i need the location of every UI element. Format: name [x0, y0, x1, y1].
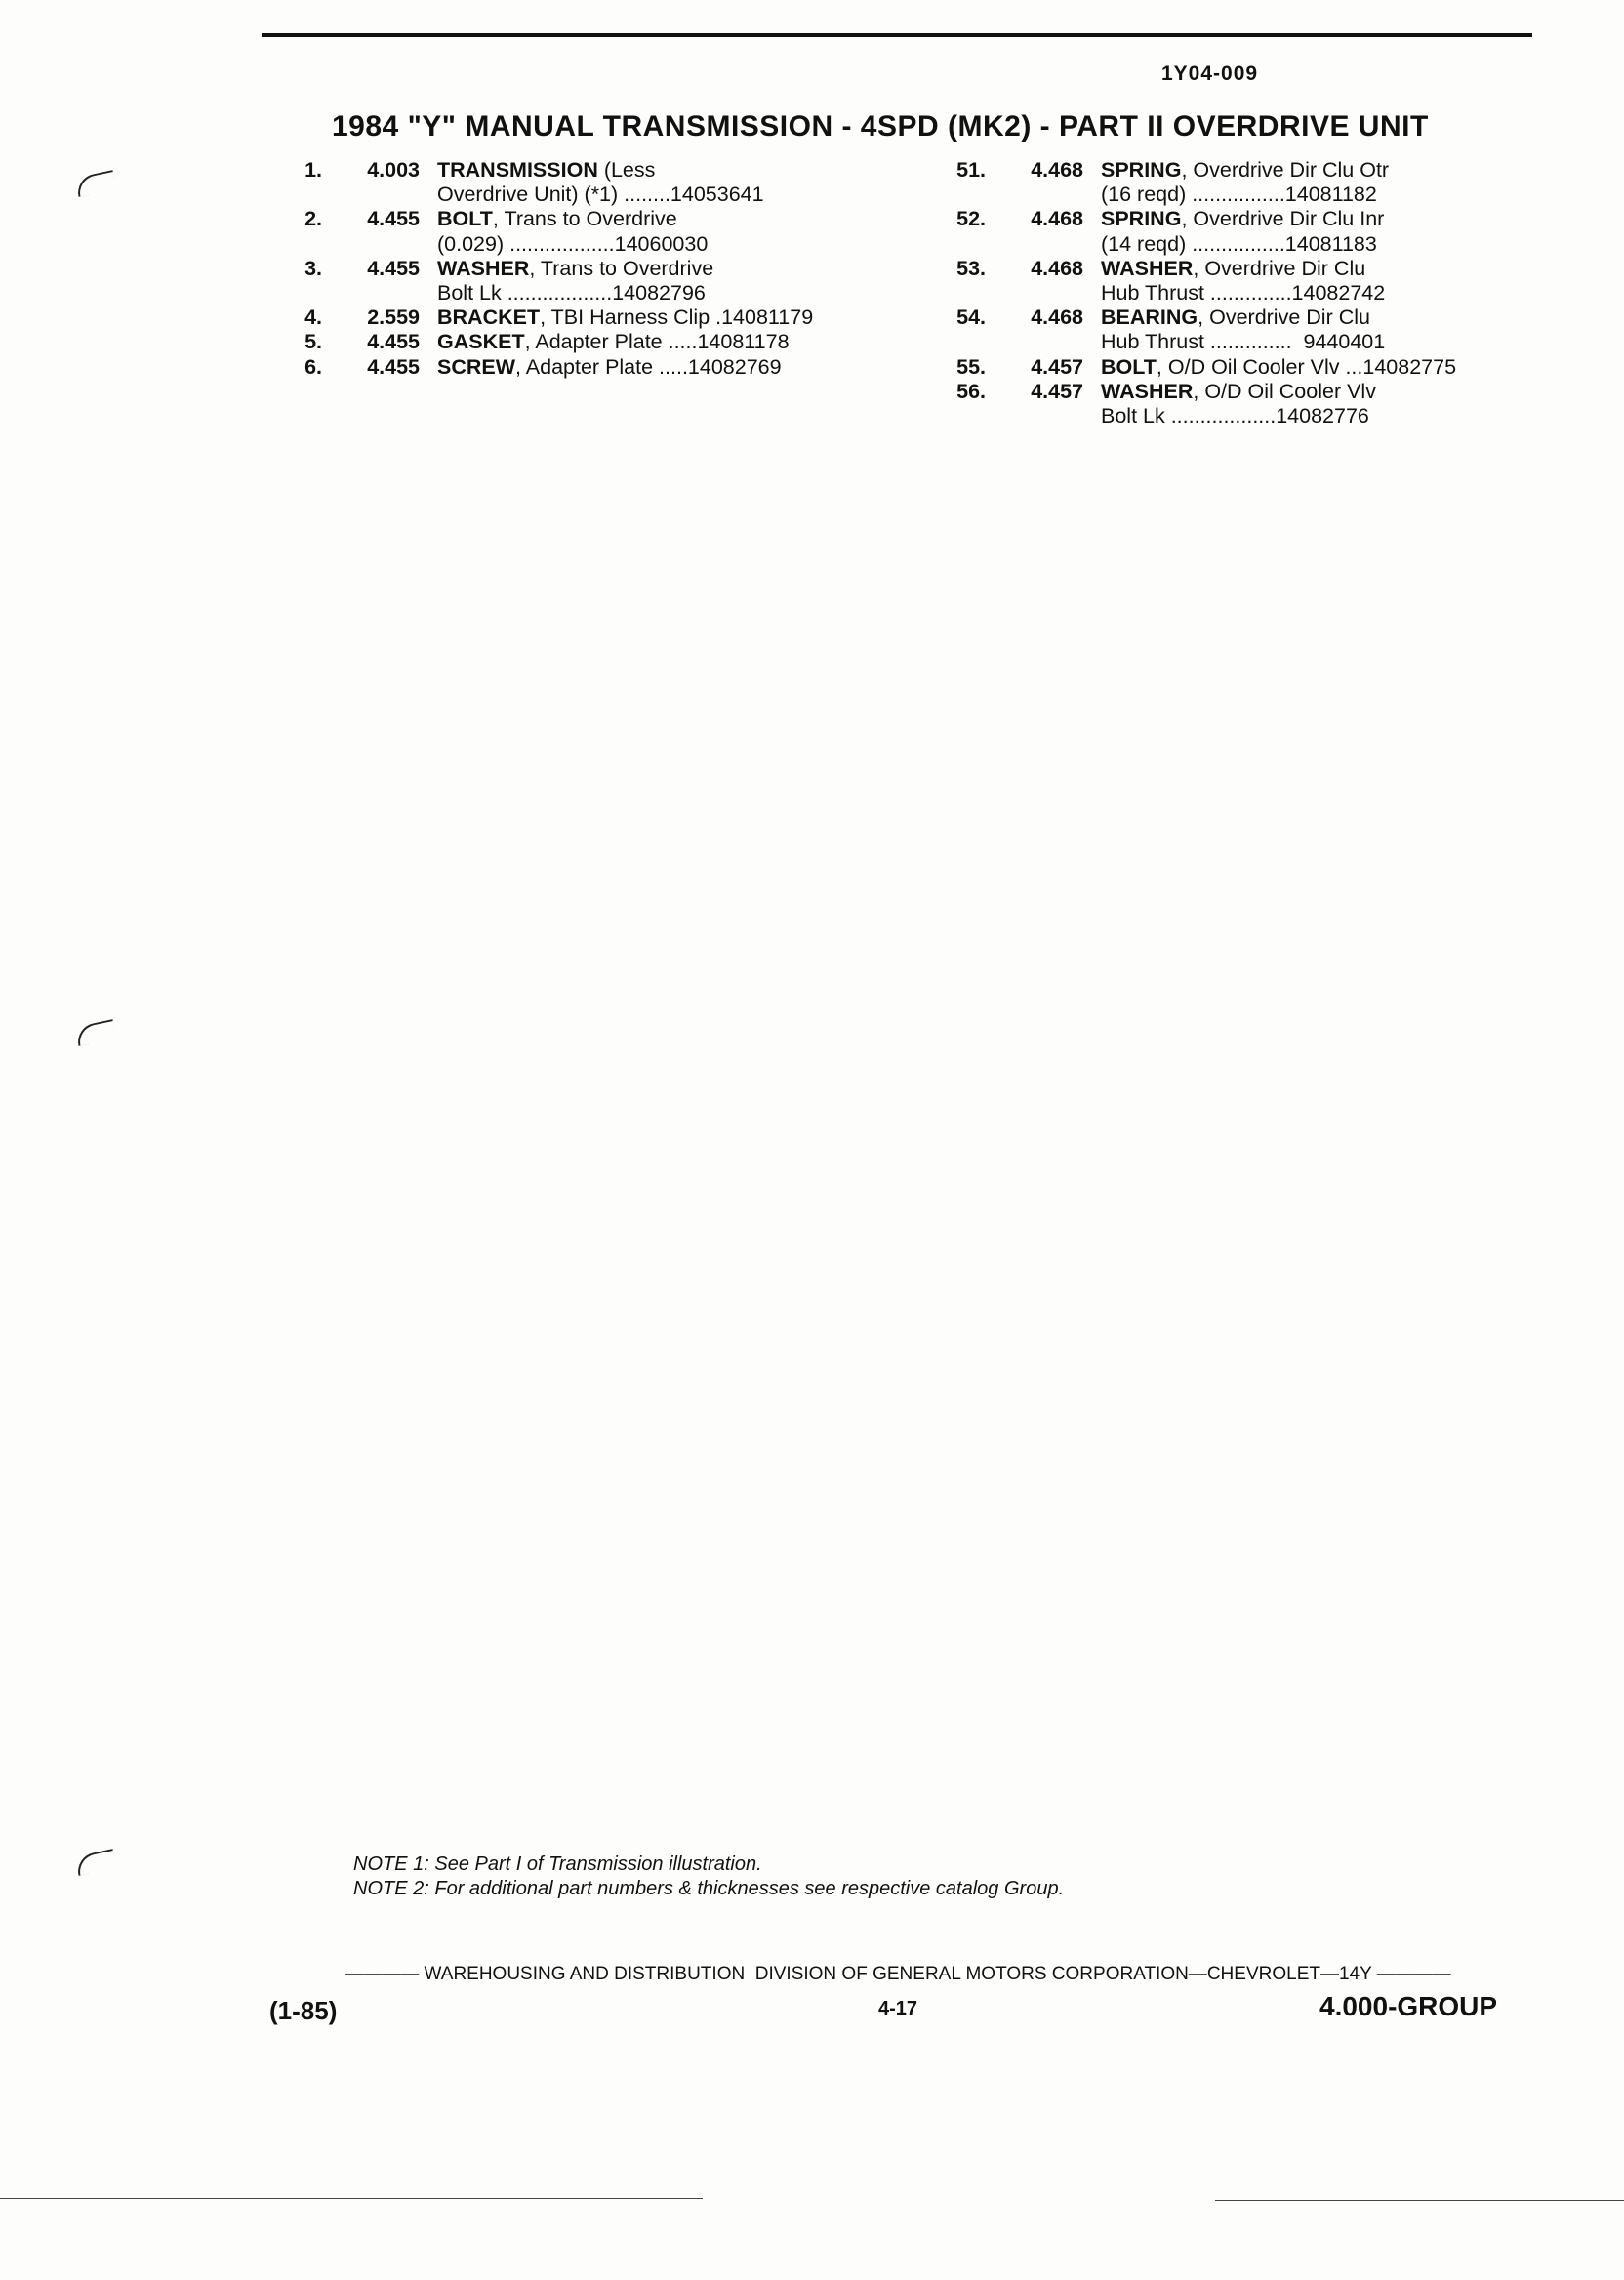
part-entry: [908, 257, 1552, 305]
footer-group: 4.000-GROUP: [1320, 1991, 1498, 2021]
binder-hole-mark: [74, 1019, 116, 1046]
item-number: 51.: [956, 158, 986, 182]
item-number: 56.: [956, 379, 986, 403]
part-description: [437, 207, 869, 256]
catalog-code: 1Y04-009: [1161, 62, 1259, 85]
description-text: Overdrive Unit) (*1) ........14053641: [437, 183, 764, 207]
description-line: [437, 355, 869, 380]
description-line: [1101, 281, 1552, 305]
note-1: NOTE 1: See Part I of Transmission illustration.: [353, 1853, 762, 1875]
description-text: , TBI Harness Clip .14081179: [540, 305, 814, 330]
part-name: WASHER: [437, 256, 530, 280]
group-number: 4.455: [367, 354, 420, 379]
item-number: 6.: [304, 354, 322, 379]
item-number: 3.: [304, 256, 322, 280]
top-rule: [262, 33, 1532, 37]
footer-date: (1-85): [269, 1996, 338, 2025]
group-number: 2.559: [367, 305, 420, 330]
group-number: 4.457: [1031, 379, 1083, 403]
description-text: Bolt Lk ..................14082796: [437, 281, 706, 305]
part-description: [437, 305, 869, 330]
description-text: , O/D Oil Cooler Vlv: [1193, 379, 1376, 403]
item-number: 2.: [304, 207, 322, 231]
note-2: NOTE 2: For additional part numbers & thicknesses see respective catalog Group.: [353, 1878, 1065, 1899]
item-number: 55.: [956, 354, 986, 379]
group-number: 4.468: [1031, 305, 1083, 330]
description-text: , Trans to Overdrive: [492, 207, 677, 231]
part-description: [1101, 380, 1552, 428]
description-line: [437, 305, 869, 330]
part-description: [437, 330, 869, 354]
part-entry: [908, 158, 1552, 207]
part-entry: [908, 380, 1552, 428]
description-line: [437, 257, 869, 281]
part-description: [1101, 257, 1552, 305]
description-line: [437, 232, 869, 257]
part-entry: [908, 207, 1552, 256]
description-line: [1101, 158, 1552, 183]
description-text: , Overdrive Dir Clu: [1198, 305, 1370, 330]
description-text: , Trans to Overdrive: [529, 256, 714, 280]
item-number: 52.: [956, 207, 986, 231]
description-text: (16 reqd) ................14081182: [1101, 183, 1377, 207]
description-line: [437, 158, 869, 183]
description-text: (14 reqd) ................14081183: [1101, 231, 1377, 256]
part-name: TRANSMISSION: [437, 158, 598, 182]
group-number: 4.468: [1031, 158, 1083, 182]
page-title: 1984 "Y" MANUAL TRANSMISSION - 4SPD (MK2) - PART II OVERDRIVE UNIT: [332, 110, 1429, 142]
description-text: Hub Thrust .............. 9440401: [1101, 330, 1386, 354]
description-text: Hub Thrust ..............14082742: [1101, 281, 1386, 305]
part-entry: [244, 158, 869, 207]
group-number: 4.468: [1031, 256, 1083, 280]
description-text: (0.029) ..................14060030: [437, 231, 709, 256]
description-line: [1101, 183, 1552, 207]
group-number: 4.457: [1031, 354, 1083, 379]
description-line: [437, 330, 869, 354]
part-entry: [908, 305, 1552, 354]
description-line: [1101, 232, 1552, 257]
description-line: [1101, 207, 1552, 231]
group-number: 4.455: [367, 256, 420, 280]
part-description: [437, 257, 869, 305]
description-text: , Overdrive Dir Clu Otr: [1181, 158, 1390, 182]
group-number: 4.003: [367, 158, 420, 182]
footer-corporation: ———— WAREHOUSING AND DISTRIBUTION DIVISION OF GENERAL MOTORS CORPORATION—CHEVROLET—14Y ————: [345, 1964, 1451, 1984]
part-entry: [908, 355, 1552, 380]
description-text: Bolt Lk ..................14082776: [1101, 404, 1369, 428]
description-text: , Adapter Plate .....14082769: [515, 354, 782, 379]
description-line: [1101, 404, 1552, 428]
description-line: [1101, 257, 1552, 281]
item-number: 1.: [304, 158, 322, 182]
description-line: [1101, 330, 1552, 354]
notes: [353, 1852, 1064, 1901]
description-text: (Less: [597, 158, 656, 182]
group-number: 4.455: [367, 207, 420, 231]
description-line: [1101, 305, 1552, 330]
item-number: 5.: [304, 330, 322, 354]
part-name: BOLT: [437, 207, 493, 231]
description-line: [437, 183, 869, 207]
part-name: WASHER: [1101, 379, 1194, 403]
part-entry: [244, 355, 869, 380]
part-description: [1101, 355, 1552, 380]
item-number: 4.: [304, 305, 322, 330]
part-name: BOLT: [1101, 354, 1157, 379]
description-text: , Overdrive Dir Clu: [1193, 256, 1366, 280]
binder-hole-mark: [74, 170, 116, 197]
part-entry: [244, 257, 869, 305]
part-name: SCREW: [437, 354, 516, 379]
part-entry: [244, 207, 869, 256]
part-name: SPRING: [1101, 207, 1182, 231]
part-name: SPRING: [1101, 158, 1182, 182]
description-line: [1101, 355, 1552, 380]
part-entry: [244, 305, 869, 330]
bottom-rule-left: [0, 2198, 703, 2199]
description-text: , Adapter Plate .....14081178: [524, 330, 790, 354]
description-line: [1101, 380, 1552, 404]
part-description: [1101, 207, 1552, 256]
part-description: [437, 158, 869, 207]
part-description: [1101, 305, 1552, 354]
description-text: , Overdrive Dir Clu Inr: [1181, 207, 1385, 231]
part-name: BRACKET: [437, 305, 541, 330]
bottom-rule-right: [1215, 2200, 1624, 2201]
part-name: BEARING: [1101, 305, 1198, 330]
description-text: , O/D Oil Cooler Vlv ...14082775: [1156, 354, 1457, 379]
item-number: 53.: [956, 256, 986, 280]
description-line: [437, 207, 869, 231]
item-number: 54.: [956, 305, 986, 330]
parts-column-left: [244, 158, 869, 380]
part-name: GASKET: [437, 330, 525, 354]
part-description: [1101, 158, 1552, 207]
part-description: [437, 355, 869, 380]
parts-column-right: [908, 158, 1552, 428]
group-number: 4.455: [367, 330, 420, 354]
description-line: [437, 281, 869, 305]
binder-hole-mark: [74, 1849, 116, 1876]
part-entry: [244, 330, 869, 354]
footer-page-number: 4-17: [878, 1998, 918, 2019]
part-name: WASHER: [1101, 256, 1194, 280]
group-number: 4.468: [1031, 207, 1083, 231]
